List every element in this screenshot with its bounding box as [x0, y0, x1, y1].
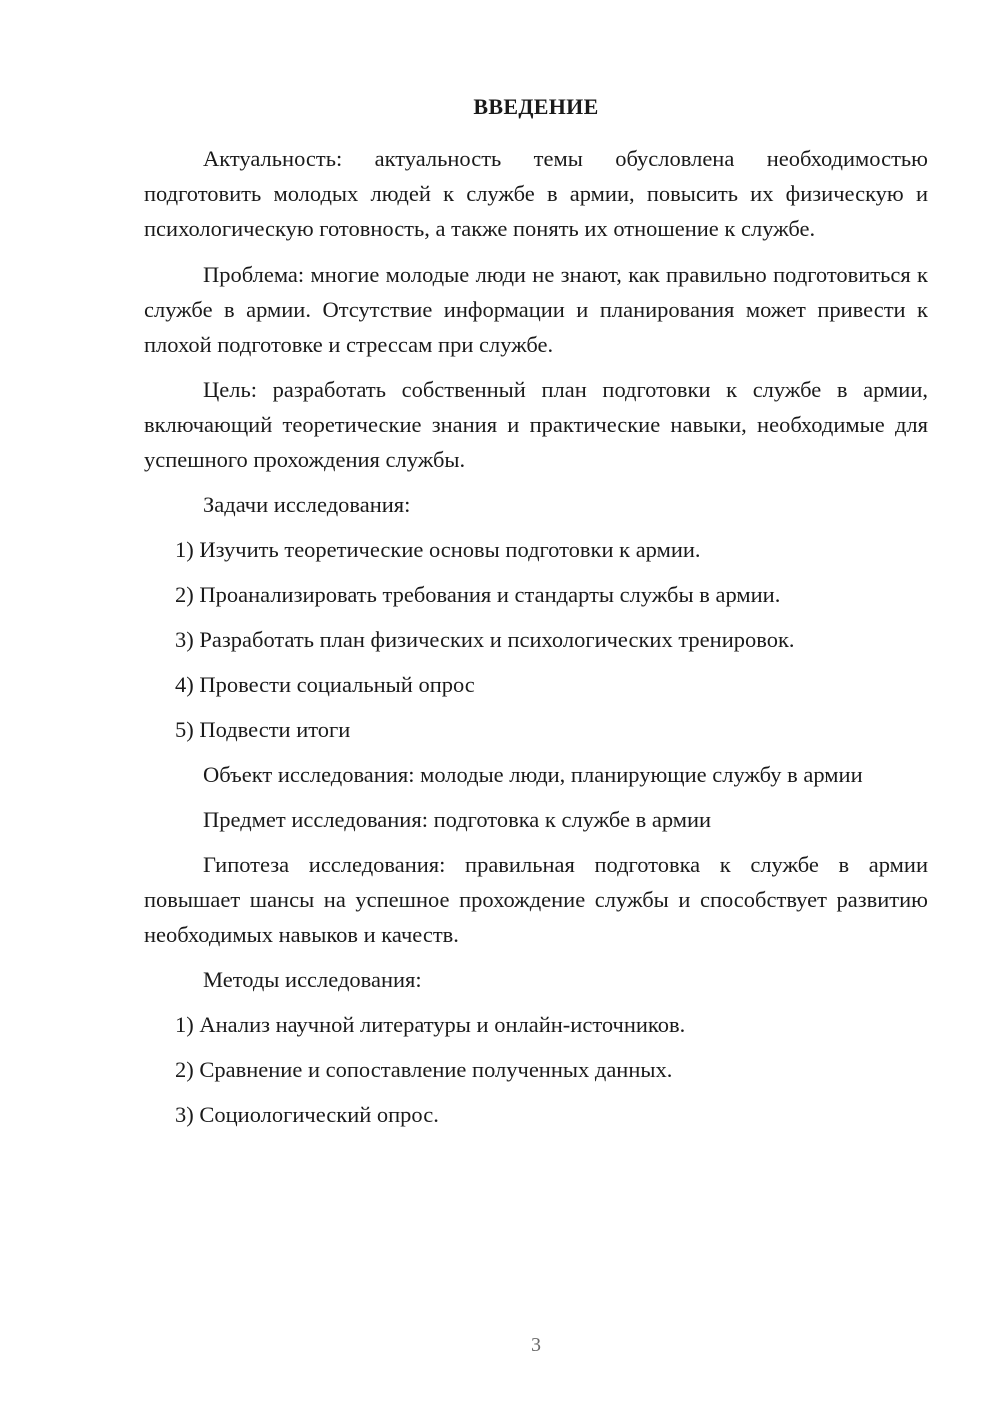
- task-item: 3) Разработать план физических и психологических тренировок.: [175, 627, 795, 652]
- method-item: 2) Сравнение и сопоставление полученных данных.: [175, 1057, 673, 1082]
- methods-heading: Методы исследования:: [203, 967, 422, 992]
- task-item: 1) Изучить теоретические основы подготовки к армии.: [175, 537, 701, 562]
- goal-paragraph: Цель: разработать собственный план подготовки к службе в армии, включающий теоретические знания и практические навыки, необходимые для успешного прохождения службы.: [144, 377, 928, 472]
- object-paragraph: Объект исследования: молодые люди, планирующие службу в армии: [203, 762, 863, 787]
- method-item: 1) Анализ научной литературы и онлайн-источников.: [175, 1012, 686, 1037]
- relevance-paragraph: Актуальность: актуальность темы обусловлена необходимостью подготовить молодых людей к службе в армии, повысить их физическую и психологическую готовность, а также понять их отношение к службе.: [144, 146, 928, 241]
- tasks-heading: Задачи исследования:: [203, 492, 411, 517]
- method-item: 3) Социологический опрос.: [175, 1102, 439, 1127]
- body-text: [144, 141, 928, 1132]
- subject-paragraph: Предмет исследования: подготовка к службе в армии: [203, 807, 712, 832]
- task-item: 4) Провести социальный опрос: [175, 672, 475, 697]
- page-title: ВВЕДЕНИЕ: [473, 94, 599, 119]
- task-item: 2) Проанализировать требования и стандарты службы в армии.: [175, 582, 781, 607]
- task-item: 5) Подвести итоги: [175, 717, 351, 742]
- hypothesis-paragraph: Гипотеза исследования: правильная подготовка к службе в армии повышает шансы на успешное прохождение службы и способствует развитию необходимых навыков и качеств.: [144, 852, 928, 947]
- page-number: 3: [531, 1334, 541, 1356]
- problem-paragraph: Проблема: многие молодые люди не знают, как правильно подготовиться к службе в армии. Отсутствие информации и планирования может привести к плохой подготовке и стрессам при службе.: [144, 262, 928, 357]
